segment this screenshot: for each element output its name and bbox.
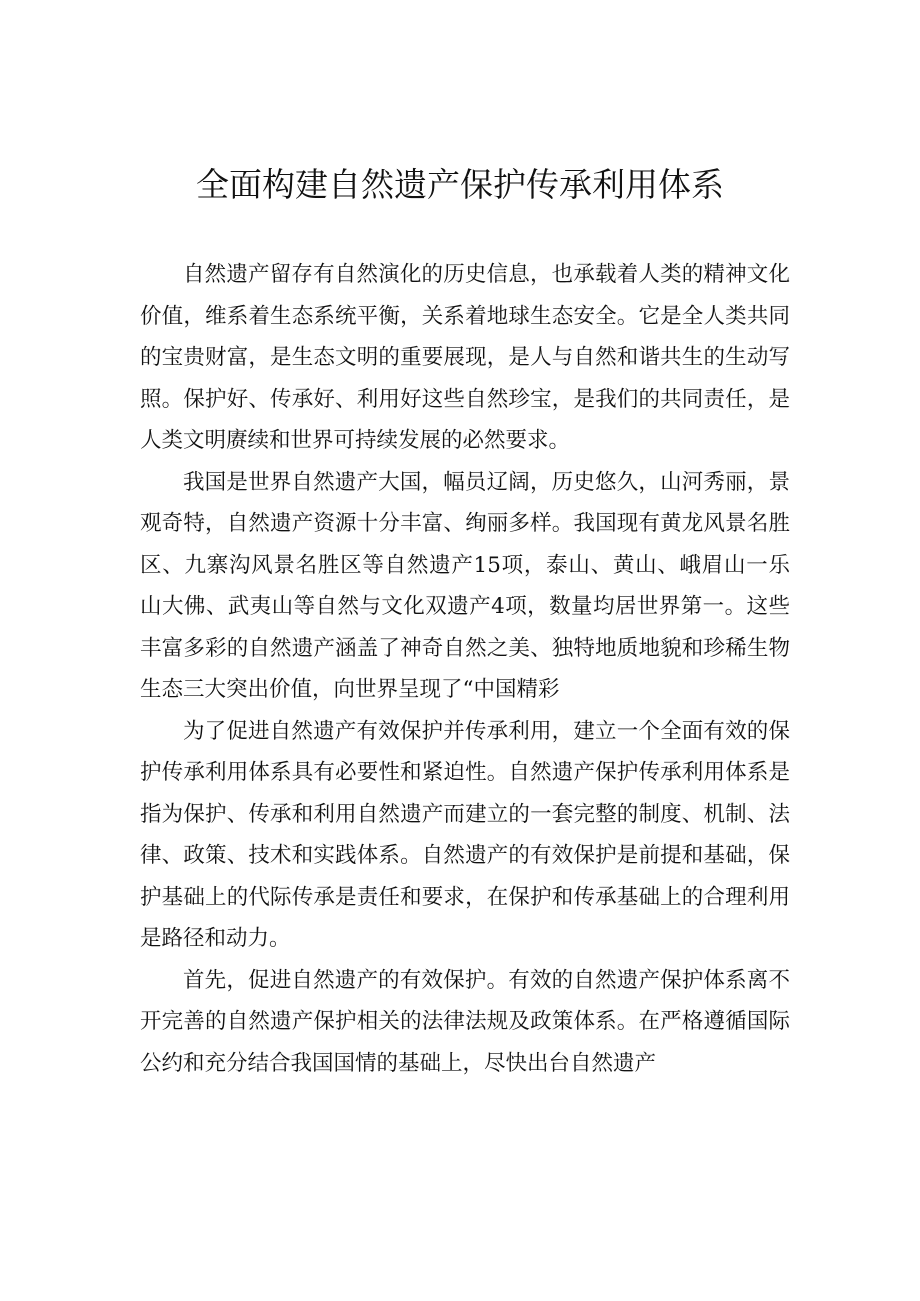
paragraph-2: 我国是世界自然遗产大国，幅员辽阔，历史悠久，山河秀丽，景观奇特，自然遗产资源十分丰富、绚丽多样。我国现有黄龙风景名胜区、九寨沟风景名胜区等自然遗产15项，泰山、黄山、峨眉山一乐山大佛、武夷山等自然与文化双遗产4项，数量均居世界第一。这些丰富多彩的自然遗产涵盖了神奇自然之美、独特地质地貌和珍稀生物生态三大突出价值，向世界呈现了“中国精彩	[140, 469, 790, 702]
paragraph-4: 首先，促进自然遗产的有效保护。有效的自然遗产保护体系离不开完善的自然遗产保护相关的法律法规及政策体系。在严格遵循国际公约和充分结合我国国情的基础上，尽快出台自然遗产	[140, 967, 790, 1076]
paragraph-3: 为了促进自然遗产有效保护并传承利用，建立一个全面有效的保护传承利用体系具有必要性和紧迫性。自然遗产保护传承利用体系是指为保护、传承和利用自然遗产而建立的一套完整的制度、机制、法律、政策、技术和实践体系。自然遗产的有效保护是前提和基础，保护基础上的代际传承是责任和要求，在保护和传承基础上的合理利用是路径和动力。	[140, 718, 790, 951]
document-body	[140, 254, 790, 1084]
document-title: 全面构建自然遗产保护传承利用体系	[196, 165, 724, 204]
paragraph-1: 自然遗产留存有自然演化的历史信息，也承载着人类的精神文化价值，维系着生态系统平衡，关系着地球生态安全。它是全人类共同的宝贵财富，是生态文明的重要展现，是人与自然和谐共生的生动写照。保护好、传承好、利用好这些自然珍宝，是我们的共同责任，是人类文明赓续和世界可持续发展的必然要求。	[140, 262, 790, 453]
